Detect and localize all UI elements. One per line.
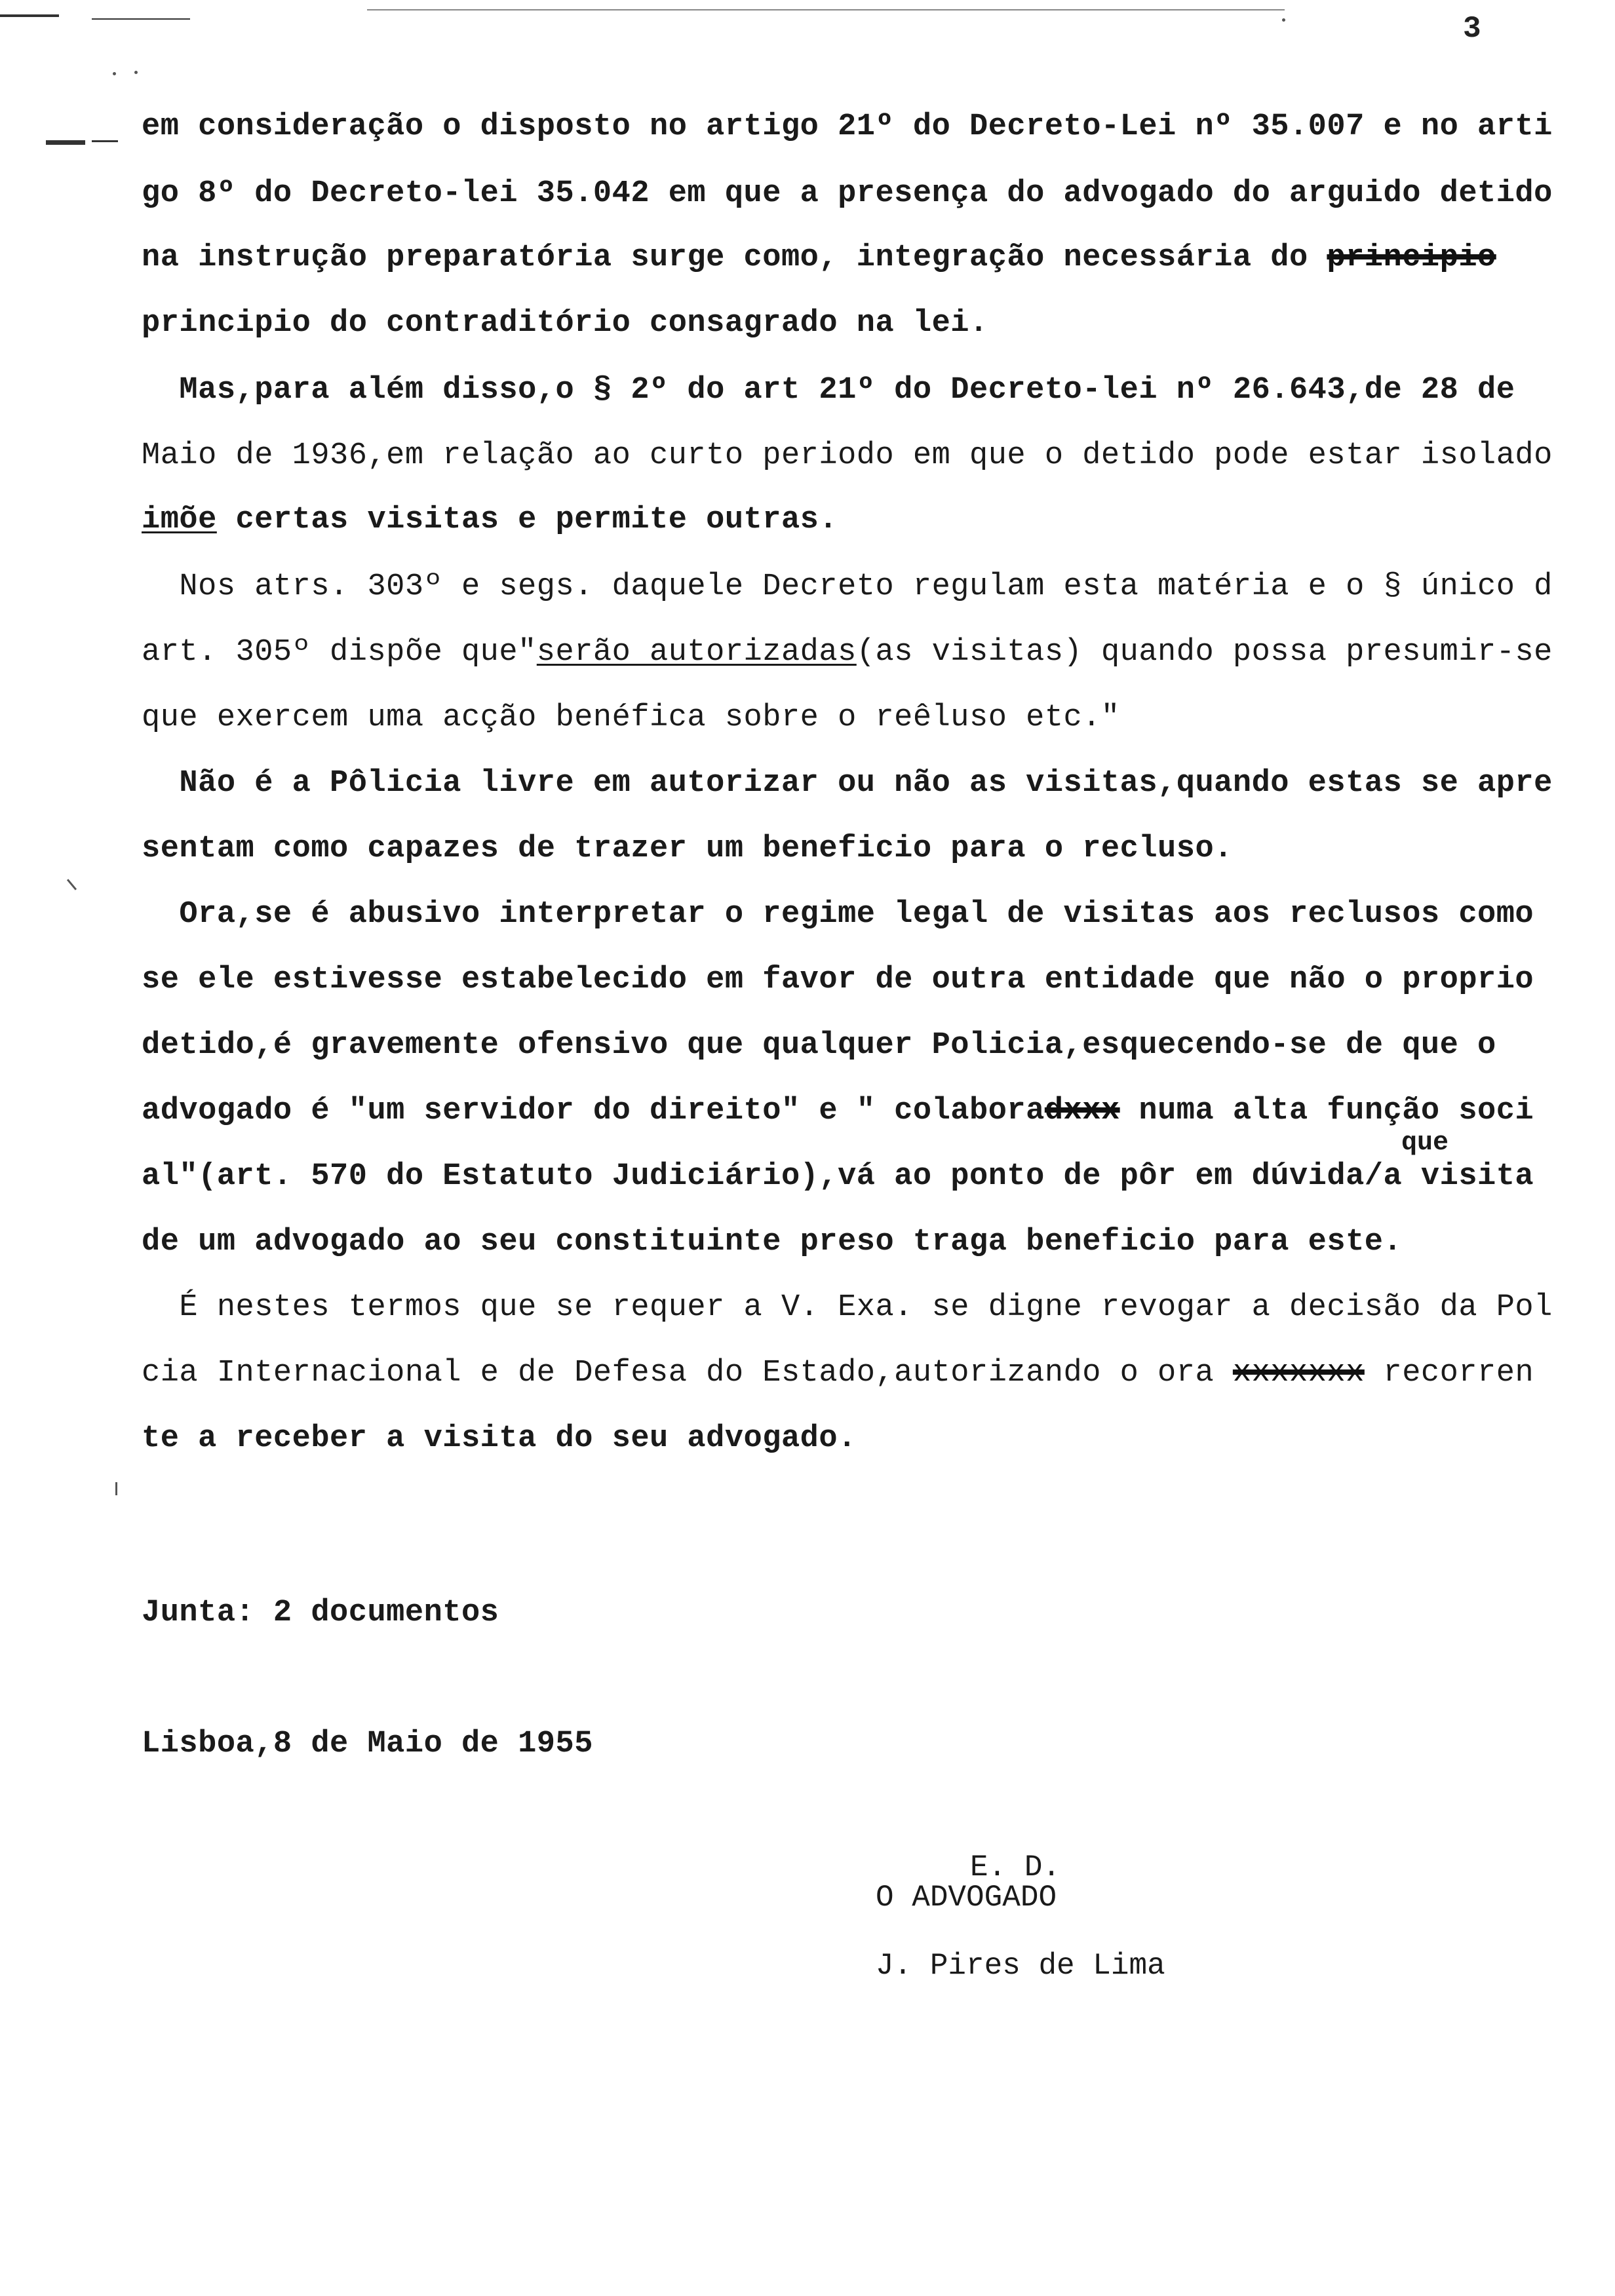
scan-edge-mark — [92, 18, 190, 20]
struck-word: dxxx — [1044, 1094, 1120, 1128]
struck-word: xxxxxxx — [1232, 1356, 1365, 1390]
scan-edge-mark — [367, 9, 1285, 10]
body-line: Mas,para além disso,o § 2º do art 21º do Decreto-lei nº 26.643,de 28 de — [142, 373, 1515, 408]
inserted-word: que — [1401, 1128, 1449, 1158]
margin-mark — [92, 140, 118, 142]
body-line: Não é a Pôlicia livre em autorizar ou não as visitas,quando estas se apre — [142, 766, 1553, 801]
body-line-text: cia Internacional e de Defesa do Estado,autorizando o ora — [142, 1356, 1233, 1390]
underlined-phrase: serão autorizadas — [536, 635, 857, 670]
body-line — [142, 1096, 1534, 1126]
body-line: se ele estivesse estabelecido em favor de outra entidade que não o proprio — [142, 963, 1534, 997]
body-line-text: recorren — [1364, 1356, 1534, 1390]
struck-word: principio — [1327, 240, 1496, 275]
body-line-text: na instrução preparatória surge como, integração necessária do — [142, 240, 1327, 275]
body-line: de um advogado ao seu constituinte preso traga beneficio para este. — [142, 1225, 1403, 1259]
body-line: É nestes termos que se requer a V. Exa. se digne revogar a decisão da Pol — [142, 1290, 1553, 1325]
body-line — [142, 505, 838, 535]
underlined-word: imõe — [142, 503, 217, 537]
page-number: 3 — [1463, 12, 1481, 46]
body-line: Maio de 1936,em relação ao curto periodo em que o detido pode estar isolado — [142, 438, 1553, 473]
margin-mark — [46, 140, 85, 145]
body-line: go 8º do Decreto-lei 35.042 em que a presença do advogado do arguido detido — [142, 176, 1553, 211]
body-line: al"(art. 570 do Estatuto Judiciário),vá ao ponto de pôr em dúvida/a visita — [142, 1159, 1534, 1194]
body-line — [142, 637, 1553, 668]
scan-speck — [134, 71, 138, 74]
body-line: que exercem uma acção benéfica sobre o reêluso etc." — [142, 700, 1120, 735]
signatory-name: J. Pires de Lima — [876, 1949, 1165, 1983]
body-line: te a receber a visita do seu advogado. — [142, 1421, 857, 1456]
attachments-note: Junta: 2 documentos — [142, 1596, 499, 1630]
body-line: sentam como capazes de trazer um beneficio para o recluso. — [142, 832, 1233, 866]
scan-speck — [115, 1482, 117, 1495]
scan-speck — [1282, 18, 1285, 22]
scan-speck — [113, 72, 116, 75]
body-line-text: numa alta função soci — [1119, 1094, 1534, 1128]
scan-speck — [67, 879, 77, 890]
place-date: Lisboa,8 de Maio de 1955 — [142, 1727, 593, 1761]
body-line: Ora,se é abusivo interpretar o regime legal de visitas aos reclusos como — [142, 897, 1534, 932]
closing-abbrev: E. D. — [970, 1850, 1061, 1885]
body-line: Nos atrs. 303º e segs. daquele Decreto regulam esta matéria e o § único d — [142, 569, 1553, 604]
body-line-text: advogado é "um servidor do direito" e " colabora — [142, 1094, 1045, 1128]
scan-edge-mark — [0, 14, 59, 17]
body-line — [142, 1358, 1534, 1388]
body-line: detido,é gravemente ofensivo que qualquer Policia,esquecendo-se de que o — [142, 1028, 1496, 1063]
body-line-text: (as visitas) quando possa presumir-se — [856, 635, 1553, 670]
body-line-text: certas visitas e permite outras. — [216, 503, 838, 537]
closing-role: O ADVOGADO — [876, 1881, 1057, 1915]
body-line: em consideração o disposto no artigo 21º do Decreto-Lei nº 35.007 e no arti — [142, 109, 1553, 144]
body-line: principio do contraditório consagrado na lei. — [142, 306, 988, 341]
body-line — [142, 242, 1496, 273]
body-line-text: art. 305º dispõe que" — [142, 635, 537, 670]
